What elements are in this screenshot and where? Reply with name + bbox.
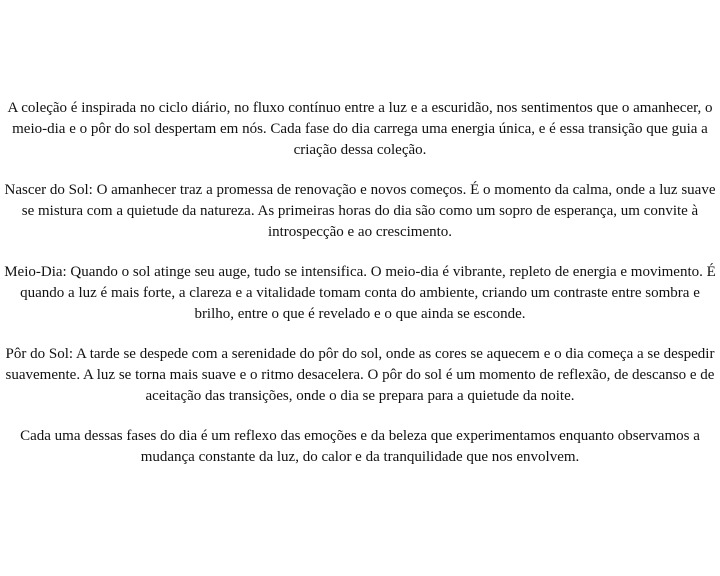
sunrise-paragraph: Nascer do Sol: O amanhecer traz a promessa de renovação e novos começos. É o momento da calma, onde a luz suave se mistura com a quietude da natureza. As primeiras horas do dia são como um sopro de esperança, um convite à introspecção e ao crescimento. — [4, 182, 716, 240]
midday-paragraph: Meio-Dia: Quando o sol atinge seu auge, tudo se intensifica. O meio-dia é vibrante, repleto de energia e movimento. É quando a luz é mais forte, a clareza e a vitalidade tomam conta do ambiente, criando um contraste entre sombra e brilho, entre o que é revelado e o que ainda se esconde. — [4, 264, 716, 322]
intro-paragraph: A coleção é inspirada no ciclo diário, no fluxo contínuo entre a luz e a escuridão, nos sentimentos que o amanhecer, o meio-dia e o pôr do sol despertam em nós. Cada fase do dia carrega uma energia única, e é essa transição que guia a criação dessa coleção. — [7, 100, 713, 158]
closing-paragraph: Cada uma dessas fases do dia é um reflexo das emoções e da beleza que experimentamos enquanto observamos a mudança constante da luz, do calor e da tranquilidade que nos envolvem. — [20, 428, 700, 465]
collection-description — [0, 98, 720, 468]
sunset-paragraph: Pôr do Sol: A tarde se despede com a serenidade do pôr do sol, onde as cores se aquecem e o dia começa a se despedir suavemente. A luz se torna mais suave e o ritmo desacelera. O pôr do sol é um momento de reflexão, de descanso e de aceitação das transições, onde o dia se prepara para a quietude da noite. — [5, 346, 715, 404]
